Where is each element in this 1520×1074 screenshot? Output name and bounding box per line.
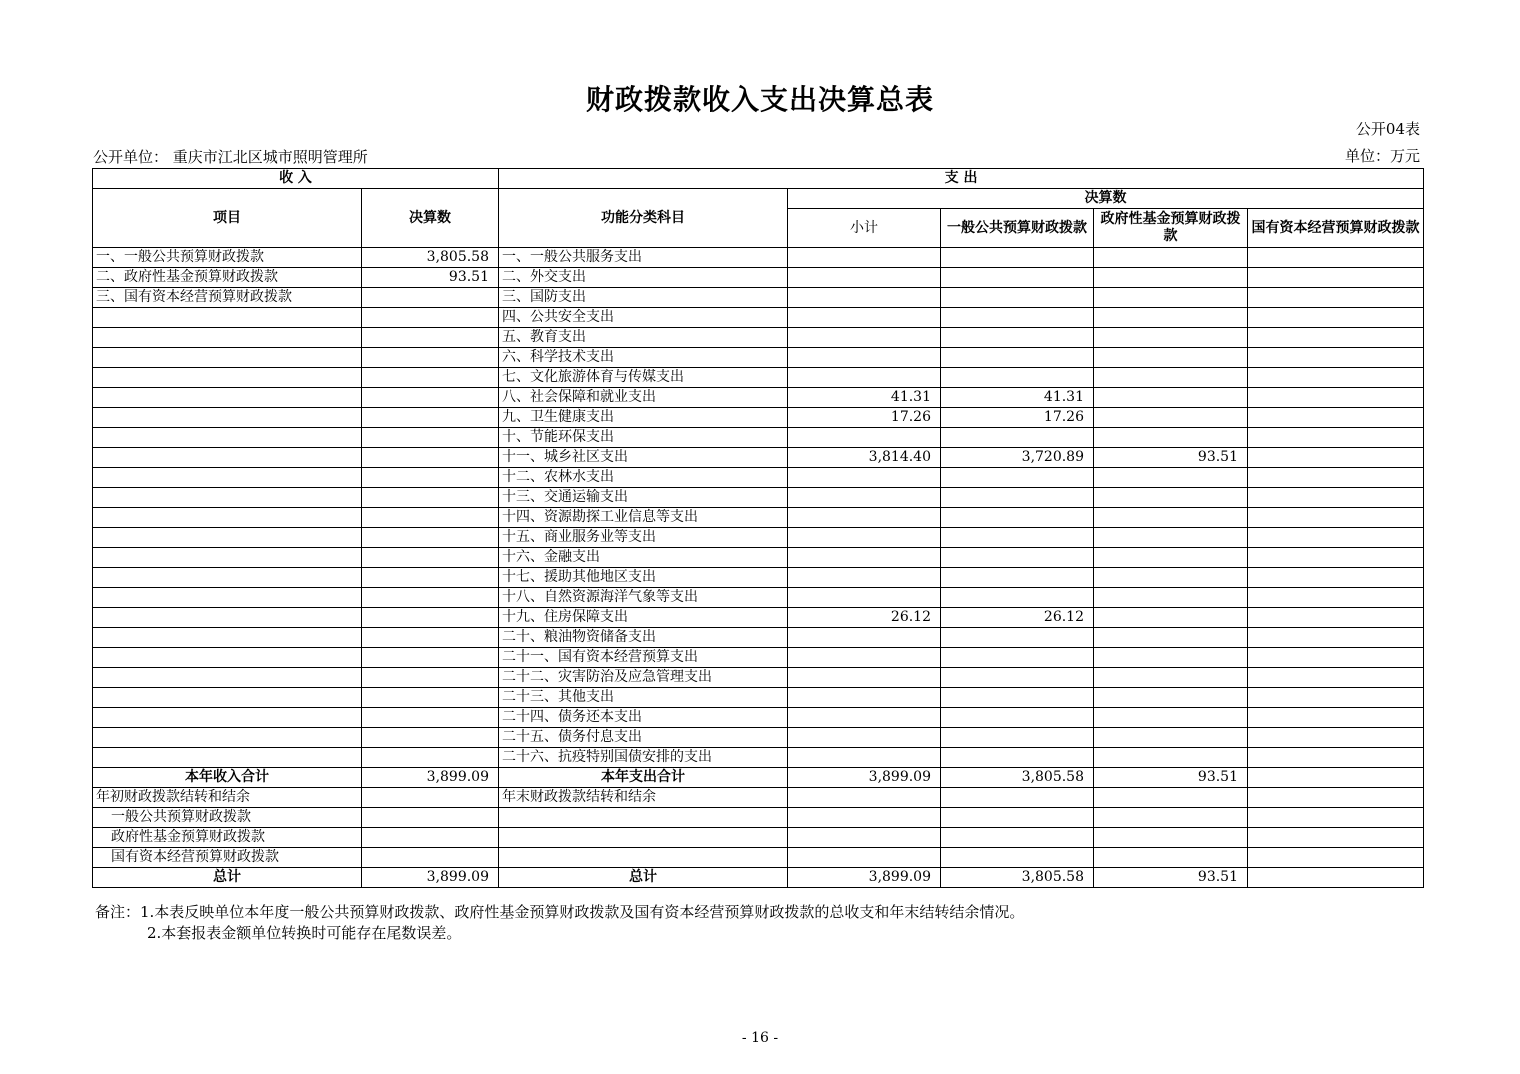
function-item-cell: 二十四、债务还本支出 [499, 708, 788, 728]
income-item-cell [93, 568, 362, 588]
subtotal-cell [788, 508, 941, 528]
carry-row [93, 788, 1424, 808]
income-amount-cell [362, 508, 499, 528]
soe-budget-header: 国有资本经营预算财政拨款 [1248, 209, 1424, 248]
income-amount-cell [362, 308, 499, 328]
fund-budget-cell [1094, 408, 1248, 428]
general-budget-cell [941, 728, 1094, 748]
income-item-cell [93, 468, 362, 488]
function-item-cell: 八、社会保障和就业支出 [499, 388, 788, 408]
general-budget-cell: 26.12 [941, 608, 1094, 628]
cell [1248, 788, 1424, 808]
grand-income-label: 总计 [93, 868, 362, 888]
general-budget-cell [941, 428, 1094, 448]
fund-budget-cell [1094, 548, 1248, 568]
fund-budget-cell [1094, 468, 1248, 488]
general-budget-cell [941, 708, 1094, 728]
subtotal-cell: 3,814.40 [788, 448, 941, 468]
year-income-total-label: 本年收入合计 [93, 768, 362, 788]
subtotal-cell [788, 668, 941, 688]
table-row [93, 728, 1424, 748]
function-item-cell: 二十二、灾害防治及应急管理支出 [499, 668, 788, 688]
cell [1094, 808, 1248, 828]
cell [1094, 848, 1248, 868]
soe-budget-cell [1248, 688, 1424, 708]
soe-budget-cell [1248, 268, 1424, 288]
income-item-cell: 二、政府性基金预算财政拨款 [93, 268, 362, 288]
general-budget-cell [941, 308, 1094, 328]
income-item-cell [93, 488, 362, 508]
subtotal-cell [788, 308, 941, 328]
function-item-cell: 十五、商业服务业等支出 [499, 528, 788, 548]
soe-budget-cell [1248, 448, 1424, 468]
general-budget-cell [941, 468, 1094, 488]
cell [1094, 788, 1248, 808]
table-row [93, 648, 1424, 668]
income-item-cell [93, 548, 362, 568]
soe-budget-cell [1248, 368, 1424, 388]
currency-unit: 单位：万元 [1344, 147, 1420, 165]
income-item-cell [93, 508, 362, 528]
table-row [93, 468, 1424, 488]
cell [788, 788, 941, 808]
function-item-cell: 四、公共安全支出 [499, 308, 788, 328]
table-row [93, 408, 1424, 428]
soe-budget-cell [1248, 728, 1424, 748]
function-item-cell: 二十三、其他支出 [499, 688, 788, 708]
income-amount-cell [362, 448, 499, 468]
function-item-cell: 七、文化旅游体育与传媒支出 [499, 368, 788, 388]
subtotal-cell [788, 628, 941, 648]
function-item-cell: 十二、农林水支出 [499, 468, 788, 488]
cell [1248, 808, 1424, 828]
income-item-cell [93, 408, 362, 428]
reporting-unit: 公开单位： 重庆市江北区城市照明管理所 [93, 148, 368, 166]
table-row [93, 588, 1424, 608]
grand-expense-soe [1248, 868, 1424, 888]
year-expense-general: 3,805.58 [941, 768, 1094, 788]
income-amount-cell [362, 568, 499, 588]
general-budget-cell [941, 668, 1094, 688]
fund-budget-cell [1094, 528, 1248, 548]
fund-budget-cell [1094, 728, 1248, 748]
income-amount-cell [362, 688, 499, 708]
cell [362, 848, 499, 868]
fund-budget-cell [1094, 488, 1248, 508]
soe-budget-cell [1248, 468, 1424, 488]
income-amount-cell [362, 348, 499, 368]
general-budget-cell [941, 648, 1094, 668]
budget-table [92, 168, 1424, 888]
page-number: - 16 - [741, 1030, 779, 1046]
table-row [93, 668, 1424, 688]
general-budget-cell: 17.26 [941, 408, 1094, 428]
fund-budget-cell [1094, 508, 1248, 528]
table-row [93, 488, 1424, 508]
soe-budget-cell [1248, 648, 1424, 668]
function-item-cell: 二十五、债务付息支出 [499, 728, 788, 748]
soe-budget-cell [1248, 628, 1424, 648]
fund-budget-cell [1094, 428, 1248, 448]
income-amount-cell [362, 468, 499, 488]
note-2: 2.本套报表金额单位转换时可能存在尾数误差。 [147, 924, 462, 942]
income-amount-cell [362, 748, 499, 768]
subtotal-cell [788, 368, 941, 388]
grand-income-total: 3,899.09 [362, 868, 499, 888]
expense-header: 支 出 [499, 169, 1424, 189]
soe-budget-cell [1248, 528, 1424, 548]
carry-general-label: 一般公共预算财政拨款 [93, 808, 362, 828]
cell [362, 828, 499, 848]
cell [1248, 848, 1424, 868]
table-row [93, 548, 1424, 568]
table-row [93, 348, 1424, 368]
subtotal-cell [788, 468, 941, 488]
general-budget-cell [941, 368, 1094, 388]
subtotal-cell [788, 688, 941, 708]
carry-sub-row [93, 828, 1424, 848]
soe-budget-cell [1248, 328, 1424, 348]
income-item-cell [93, 448, 362, 468]
fund-budget-cell [1094, 748, 1248, 768]
year-expense-fund: 93.51 [1094, 768, 1248, 788]
year-expense-total-label: 本年支出合计 [499, 768, 788, 788]
function-item-cell: 五、教育支出 [499, 328, 788, 348]
grand-total-row [93, 868, 1424, 888]
table-row [93, 748, 1424, 768]
soe-budget-cell [1248, 548, 1424, 568]
grand-expense-label: 总计 [499, 868, 788, 888]
table-row [93, 388, 1424, 408]
income-item-cell [93, 608, 362, 628]
income-amount-cell [362, 488, 499, 508]
table-row [93, 268, 1424, 288]
table-row [93, 608, 1424, 628]
fund-budget-cell [1094, 568, 1248, 588]
function-header: 功能分类科目 [499, 189, 788, 248]
income-item-cell [93, 688, 362, 708]
table-row [93, 368, 1424, 388]
income-item-cell [93, 708, 362, 728]
subtotal-cell [788, 708, 941, 728]
function-item-cell: 三、国防支出 [499, 288, 788, 308]
general-budget-header: 一般公共预算财政拨款 [941, 209, 1094, 248]
general-budget-cell [941, 748, 1094, 768]
fund-budget-header: 政府性基金预算财政拨款 [1094, 209, 1248, 248]
income-amount-cell [362, 368, 499, 388]
table-row [93, 248, 1424, 268]
cell [499, 808, 788, 828]
fund-budget-cell [1094, 668, 1248, 688]
grand-expense-general: 3,805.58 [941, 868, 1094, 888]
subtotal-cell [788, 748, 941, 768]
table-row [93, 428, 1424, 448]
general-budget-cell [941, 488, 1094, 508]
carry-fund-label: 政府性基金预算财政拨款 [93, 828, 362, 848]
fund-budget-cell [1094, 588, 1248, 608]
function-item-cell: 十六、金融支出 [499, 548, 788, 568]
fund-budget-cell [1094, 608, 1248, 628]
soe-budget-cell [1248, 308, 1424, 328]
general-budget-cell [941, 288, 1094, 308]
fund-budget-cell [1094, 288, 1248, 308]
amount-header: 决算数 [362, 189, 499, 248]
table-row [93, 308, 1424, 328]
function-item-cell: 二十、粮油物资储备支出 [499, 628, 788, 648]
table-row [93, 708, 1424, 728]
fund-budget-cell [1094, 268, 1248, 288]
table-row [93, 688, 1424, 708]
function-item-cell: 二十一、国有资本经营预算支出 [499, 648, 788, 668]
cell [941, 808, 1094, 828]
income-item-cell [93, 308, 362, 328]
note-1: 备注：1.本表反映单位本年度一般公共预算财政拨款、政府性基金预算财政拨款及国有资本经营预算财政拨款的总收支和年末结转结余情况。 [95, 903, 1025, 921]
general-budget-cell [941, 348, 1094, 368]
income-amount-cell [362, 728, 499, 748]
soe-budget-cell [1248, 708, 1424, 728]
item-header: 项目 [93, 189, 362, 248]
soe-budget-cell [1248, 388, 1424, 408]
table-row [93, 448, 1424, 468]
year-expense-soe [1248, 768, 1424, 788]
general-budget-cell [941, 508, 1094, 528]
income-item-cell [93, 648, 362, 668]
soe-budget-cell [1248, 608, 1424, 628]
subtotal-cell [788, 348, 941, 368]
subtotal-cell [788, 548, 941, 568]
subtotal-cell [788, 248, 941, 268]
income-item-cell [93, 728, 362, 748]
subtotal-cell [788, 488, 941, 508]
function-item-cell: 十七、援助其他地区支出 [499, 568, 788, 588]
subtotal-cell [788, 648, 941, 668]
table-row [93, 328, 1424, 348]
unit-row [93, 146, 1420, 166]
carry-soe-label: 国有资本经营预算财政拨款 [93, 848, 362, 868]
income-amount-cell [362, 528, 499, 548]
subtotal-header: 小计 [788, 209, 941, 248]
income-amount-cell [362, 428, 499, 448]
page-title: 财政拨款收入支出决算总表 [585, 83, 934, 116]
table-row [93, 628, 1424, 648]
subtotal-cell [788, 588, 941, 608]
function-item-cell: 六、科学技术支出 [499, 348, 788, 368]
income-amount-cell [362, 588, 499, 608]
cell [499, 828, 788, 848]
subtotal-cell: 26.12 [788, 608, 941, 628]
table-row [93, 508, 1424, 528]
carry-sub-row [93, 848, 1424, 868]
income-amount-cell [362, 328, 499, 348]
general-budget-cell [941, 588, 1094, 608]
form-number: 公开04表 [1355, 120, 1420, 138]
income-amount-cell [362, 668, 499, 688]
subtotal-cell [788, 288, 941, 308]
fund-budget-cell [1094, 388, 1248, 408]
function-item-cell: 十九、住房保障支出 [499, 608, 788, 628]
carry-sub-row [93, 808, 1424, 828]
general-budget-cell [941, 688, 1094, 708]
grand-expense-subtotal: 3,899.09 [788, 868, 941, 888]
fund-budget-cell [1094, 368, 1248, 388]
general-budget-cell [941, 548, 1094, 568]
soe-budget-cell [1248, 748, 1424, 768]
income-amount-cell [362, 288, 499, 308]
table-row [93, 528, 1424, 548]
subtotal-cell [788, 428, 941, 448]
function-item-cell: 一、一般公共服务支出 [499, 248, 788, 268]
function-item-cell: 十三、交通运输支出 [499, 488, 788, 508]
subtotal-cell [788, 528, 941, 548]
fund-budget-cell: 93.51 [1094, 448, 1248, 468]
cell [499, 848, 788, 868]
soe-budget-cell [1248, 668, 1424, 688]
soe-budget-cell [1248, 248, 1424, 268]
year-income-total: 3,899.09 [362, 768, 499, 788]
subtotal-cell: 17.26 [788, 408, 941, 428]
fund-budget-cell [1094, 628, 1248, 648]
income-amount-cell: 93.51 [362, 268, 499, 288]
soe-budget-cell [1248, 568, 1424, 588]
subtotal-cell [788, 728, 941, 748]
income-header: 收 入 [93, 169, 499, 189]
cell [1094, 828, 1248, 848]
function-item-cell: 十一、城乡社区支出 [499, 448, 788, 468]
fund-budget-cell [1094, 708, 1248, 728]
income-item-cell [93, 588, 362, 608]
begin-carry-amount [362, 788, 499, 808]
income-amount-cell [362, 408, 499, 428]
income-item-cell [93, 328, 362, 348]
income-amount-cell [362, 388, 499, 408]
cell [788, 808, 941, 828]
income-item-cell: 一、一般公共预算财政拨款 [93, 248, 362, 268]
income-item-cell [93, 388, 362, 408]
function-item-cell: 九、卫生健康支出 [499, 408, 788, 428]
function-item-cell: 十四、资源勘探工业信息等支出 [499, 508, 788, 528]
income-item-cell [93, 748, 362, 768]
general-budget-cell [941, 568, 1094, 588]
end-carry-label: 年末财政拨款结转和结余 [499, 788, 788, 808]
income-item-cell: 三、国有资本经营预算财政拨款 [93, 288, 362, 308]
subtotal-cell [788, 568, 941, 588]
soe-budget-cell [1248, 428, 1424, 448]
income-item-cell [93, 668, 362, 688]
cell [941, 828, 1094, 848]
income-amount-cell [362, 708, 499, 728]
general-budget-cell: 41.31 [941, 388, 1094, 408]
soe-budget-cell [1248, 348, 1424, 368]
function-item-cell: 十、节能环保支出 [499, 428, 788, 448]
table-row [93, 568, 1424, 588]
notes [95, 902, 1024, 944]
function-item-cell: 二十六、抗疫特别国债安排的支出 [499, 748, 788, 768]
cell [941, 848, 1094, 868]
soe-budget-cell [1248, 488, 1424, 508]
general-budget-cell [941, 528, 1094, 548]
function-item-cell: 十八、自然资源海洋气象等支出 [499, 588, 788, 608]
soe-budget-cell [1248, 588, 1424, 608]
cell [788, 828, 941, 848]
income-amount-cell [362, 628, 499, 648]
table-row [93, 288, 1424, 308]
fund-budget-cell [1094, 308, 1248, 328]
subtotal-cell: 41.31 [788, 388, 941, 408]
income-amount-cell [362, 548, 499, 568]
income-item-cell [93, 428, 362, 448]
fund-budget-cell [1094, 688, 1248, 708]
final-amount-header: 决算数 [788, 189, 1424, 209]
general-budget-cell [941, 268, 1094, 288]
income-item-cell [93, 368, 362, 388]
general-budget-cell [941, 628, 1094, 648]
year-expense-subtotal: 3,899.09 [788, 768, 941, 788]
fund-budget-cell [1094, 248, 1248, 268]
begin-carry-label: 年初财政拨款结转和结余 [93, 788, 362, 808]
general-budget-cell [941, 328, 1094, 348]
cell [788, 848, 941, 868]
function-item-cell: 二、外交支出 [499, 268, 788, 288]
income-amount-cell [362, 608, 499, 628]
subtotal-cell [788, 328, 941, 348]
cell [941, 788, 1094, 808]
income-item-cell [93, 528, 362, 548]
cell [1248, 828, 1424, 848]
general-budget-cell: 3,720.89 [941, 448, 1094, 468]
soe-budget-cell [1248, 288, 1424, 308]
fund-budget-cell [1094, 328, 1248, 348]
income-item-cell [93, 628, 362, 648]
income-amount-cell [362, 648, 499, 668]
income-amount-cell: 3,805.58 [362, 248, 499, 268]
grand-expense-fund: 93.51 [1094, 868, 1248, 888]
year-total-row [93, 768, 1424, 788]
fund-budget-cell [1094, 348, 1248, 368]
fund-budget-cell [1094, 648, 1248, 668]
cell [362, 808, 499, 828]
soe-budget-cell [1248, 408, 1424, 428]
income-item-cell [93, 348, 362, 368]
general-budget-cell [941, 248, 1094, 268]
soe-budget-cell [1248, 508, 1424, 528]
subtotal-cell [788, 268, 941, 288]
